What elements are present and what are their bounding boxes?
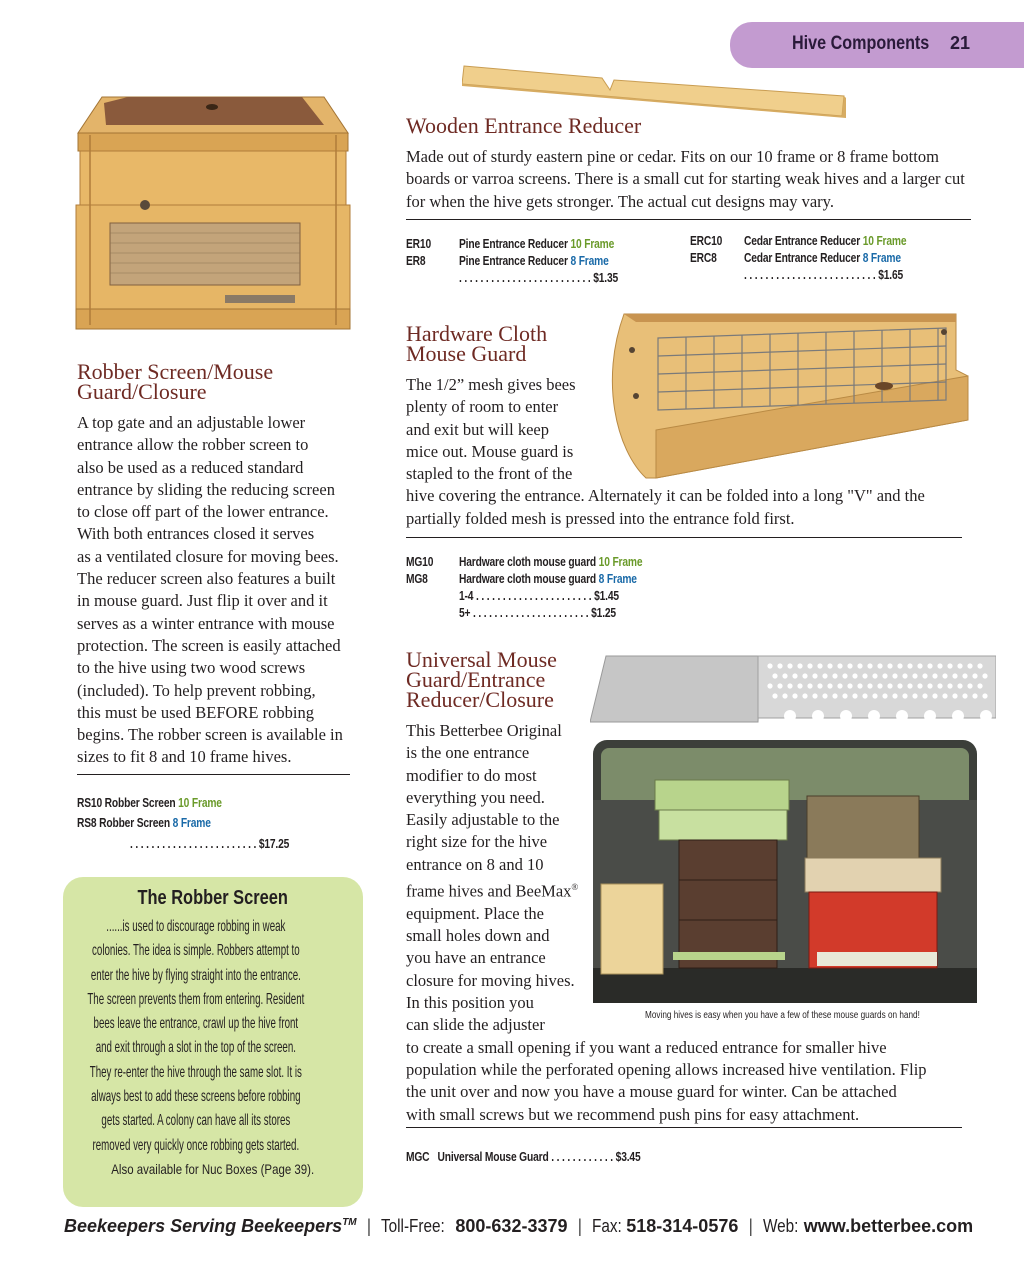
body-line: stapled to the front of the bbox=[406, 464, 573, 484]
frame-10-label: 10 Frame bbox=[862, 234, 907, 248]
qty: 5+ bbox=[459, 606, 471, 620]
callout-line: bees leave the entrance, crawl up the hive front bbox=[93, 1015, 299, 1033]
price: $1.25 bbox=[591, 606, 616, 620]
sku-cedar-8 bbox=[744, 250, 901, 267]
sku-name: Cedar Entrance Reducer bbox=[744, 251, 863, 265]
frame-10-label: 10 Frame bbox=[598, 555, 643, 569]
dots: . . . . . . . . . . . . bbox=[548, 1150, 616, 1164]
body-line: modifier to do most bbox=[406, 765, 537, 785]
sku-code-erc8: ERC8 bbox=[690, 251, 717, 265]
sku-code-er10: ER10 bbox=[406, 237, 431, 251]
section-title: Hive Components bbox=[792, 33, 930, 54]
frame-10-label: 10 Frame bbox=[178, 796, 222, 810]
body-line: hive covering the entrance. Alternately it can be folded into a long "V" and the bbox=[406, 486, 925, 506]
body-line: mice out. Mouse guard is bbox=[406, 441, 574, 461]
sku-name: Hardware cloth mouse guard bbox=[459, 572, 599, 586]
body-line: to create a small opening if you want a reduced entrance for smaller hive bbox=[406, 1037, 887, 1057]
fax-number: 518-314-0576 bbox=[626, 1216, 739, 1236]
hardware-cloth-title-1: Hardware Cloth bbox=[406, 321, 548, 346]
sku-code-mg8: MG8 bbox=[406, 572, 428, 586]
price-row-5plus bbox=[459, 605, 616, 622]
sku-name: RS8 Robber Screen bbox=[77, 816, 173, 830]
callout-line: always best to add these screens before robbing bbox=[91, 1088, 301, 1106]
frame-8-label: 8 Frame bbox=[570, 254, 609, 268]
body-line: Easily adjustable to the bbox=[406, 810, 560, 830]
callout-line: colonies. The idea is simple. Robbers attempt to bbox=[92, 942, 300, 960]
sku-code: MGC bbox=[406, 1150, 430, 1164]
universal-body bbox=[406, 720, 927, 1126]
body-line: plenty of room to enter bbox=[406, 397, 559, 417]
callout-line: enter the hive by flying straight into the entrance. bbox=[90, 966, 301, 984]
sku-cedar-10 bbox=[744, 233, 906, 250]
universal-title-1: Universal Mouse bbox=[406, 647, 557, 672]
separator: | bbox=[577, 1216, 583, 1236]
photo-caption: Moving hives is easy when you have a few of these mouse guards on hand! bbox=[645, 1010, 920, 1021]
registered-mark: ® bbox=[571, 882, 579, 893]
robber-screen-title-2: Guard/Closure bbox=[77, 379, 207, 404]
qty: 1-4 bbox=[459, 589, 474, 603]
body-line: to close off part of the lower entrance. bbox=[77, 502, 329, 522]
sku-name: Pine Entrance Reducer bbox=[459, 254, 571, 268]
body-line: small holes down and bbox=[406, 926, 550, 946]
universal-title-2: Guard/Entrance bbox=[406, 667, 546, 692]
hardware-cloth-body bbox=[406, 374, 925, 530]
dots: . . . . . . . . . . . . . . . . . . . . . . bbox=[470, 606, 592, 620]
trademark: TM bbox=[342, 1217, 357, 1228]
body-line: the unit over and now you have a mouse guard for winter. Can be attached bbox=[406, 1082, 897, 1102]
divider bbox=[406, 219, 971, 220]
sku-rs10 bbox=[77, 795, 222, 812]
rs-price: . . . . . . . . . . . . . . . . . . . . . . . . $17.25 bbox=[130, 837, 290, 851]
callout-title bbox=[63, 887, 363, 910]
callout-title-text: The Robber Screen bbox=[137, 887, 289, 909]
frame-8-label: 8 Frame bbox=[862, 251, 901, 265]
body-line: begins. The robber screen is available in bbox=[77, 725, 343, 745]
wooden-reducer-title: Wooden Entrance Reducer bbox=[406, 113, 642, 138]
sku-code-erc10: ERC10 bbox=[690, 234, 723, 248]
sku-mg8 bbox=[459, 571, 637, 588]
price: $1.45 bbox=[594, 589, 619, 603]
sku-name: Pine Entrance Reducer bbox=[459, 237, 571, 251]
body-line: with small screws but we recommend push pins for easy attachment. bbox=[406, 1104, 860, 1124]
body-line: With both entrances closed it serves bbox=[77, 524, 315, 544]
metal-guard-image bbox=[590, 652, 996, 724]
price-row-1-4 bbox=[459, 588, 619, 605]
body-line: (included). To help prevent robbing, bbox=[77, 680, 316, 700]
divider bbox=[406, 537, 962, 538]
price: $3.45 bbox=[615, 1150, 641, 1164]
callout-note-text: Also available for Nuc Boxes (Page 39). bbox=[111, 1161, 315, 1177]
body-line: you have an entrance bbox=[406, 948, 546, 968]
body-line: population while the perforated opening allows increased hive ventilation. Flip bbox=[406, 1059, 927, 1079]
callout-line: and exit through a slot in the top of the screen. bbox=[95, 1039, 296, 1057]
body-line: The reducer screen also features a built bbox=[77, 569, 336, 589]
body-line: can slide the adjuster bbox=[406, 1015, 545, 1035]
divider bbox=[406, 1127, 962, 1128]
body-line: In this position you bbox=[406, 993, 534, 1013]
body-line: as a ventilated closure for moving bees. bbox=[77, 546, 339, 566]
body-line: frame hives and BeeMax bbox=[406, 881, 572, 901]
body-line: is the one entrance bbox=[406, 743, 530, 763]
sku-name: RS10 Robber Screen bbox=[77, 796, 179, 810]
separator: | bbox=[748, 1216, 754, 1236]
frame-8-label: 8 Frame bbox=[598, 572, 637, 586]
wooden-reducer-image bbox=[462, 60, 846, 120]
robber-screen-title-1: Robber Screen/Mouse bbox=[77, 359, 274, 384]
frame-10-label: 10 Frame bbox=[570, 237, 615, 251]
hive-box-image bbox=[70, 95, 356, 331]
page-number: 21 bbox=[950, 33, 971, 53]
body-line: This Betterbee Original bbox=[406, 721, 562, 740]
body-line: entrance allow the robber screen to bbox=[77, 435, 309, 455]
sku-mgc bbox=[406, 1149, 640, 1166]
footer-tagline: Beekeepers Serving Beekeepers bbox=[64, 1216, 343, 1236]
callout-note bbox=[63, 1161, 363, 1177]
body-line: to the hive using two wood screws bbox=[77, 658, 306, 678]
universal-title-3: Reducer/Closure bbox=[406, 687, 554, 712]
sku-name: Hardware cloth mouse guard bbox=[459, 555, 599, 569]
body-line: in mouse guard. Just flip it over and it bbox=[77, 591, 328, 611]
body-line: The 1/2” mesh gives bees bbox=[406, 375, 576, 394]
body-line: entrance on 8 and 10 bbox=[406, 854, 544, 874]
web-label: Web: bbox=[763, 1216, 799, 1236]
callout-line: The screen prevents them from entering. Resident bbox=[87, 990, 305, 1008]
body-line: serves as a winter entrance with mouse bbox=[77, 613, 335, 633]
body-line: partially folded mesh is pressed into the entrance fold first. bbox=[406, 508, 795, 528]
sku-code-er8: ER8 bbox=[406, 254, 426, 268]
wooden-reducer-body: Made out of sturdy eastern pine or cedar. Fits on our 10 frame or 8 frame bottom boards or varroa screens. There is a small cut for starting weak hives and a larger cut for when the hive gets stronger. The actual cut designs may vary. bbox=[406, 147, 965, 211]
callout-line: gets started. A colony can have all its stores bbox=[101, 1112, 291, 1130]
body-line: A top gate and an adjustable lower bbox=[77, 413, 306, 432]
body-line: also be used as a reduced standard bbox=[77, 457, 304, 477]
callout-line: ......is used to discourage robbing in weak bbox=[106, 918, 286, 935]
callout-line: They re-enter the hive through the same slot. It is bbox=[89, 1063, 302, 1081]
body-line: protection. The screen is easily attached bbox=[77, 635, 341, 655]
hardware-cloth-title-2: Mouse Guard bbox=[406, 341, 527, 366]
divider bbox=[77, 774, 350, 775]
sku-code-mg10: MG10 bbox=[406, 555, 434, 569]
robber-screen-body bbox=[77, 412, 343, 769]
sku-pine-8 bbox=[459, 253, 609, 270]
separator: | bbox=[366, 1216, 372, 1236]
footer bbox=[64, 1216, 973, 1237]
dots: . . . . . . . . . . . . . . . . . . . . . . bbox=[473, 589, 595, 603]
pine-price: . . . . . . . . . . . . . . . . . . . . . . . . . $1.35 bbox=[459, 271, 619, 285]
sku-name: Universal Mouse Guard bbox=[437, 1150, 549, 1164]
callout-line: removed very quickly once robbing gets started. bbox=[92, 1136, 300, 1154]
body-line: equipment. Place the bbox=[406, 903, 544, 923]
tollfree-number[interactable]: 800-632-3379 bbox=[455, 1216, 568, 1236]
body-line: sizes to fit 8 and 10 frame hives. bbox=[77, 747, 292, 767]
cedar-price: . . . . . . . . . . . . . . . . . . . . . . . . . $1.65 bbox=[744, 268, 904, 282]
frame-8-label: 8 Frame bbox=[172, 816, 211, 830]
sku-rs8 bbox=[77, 815, 211, 832]
sku-pine-10 bbox=[459, 236, 614, 253]
sku-name: Cedar Entrance Reducer bbox=[744, 234, 863, 248]
body-line: and exit but will keep bbox=[406, 419, 549, 439]
sku-mg10 bbox=[459, 554, 642, 571]
website-link[interactable]: www.betterbee.com bbox=[803, 1216, 974, 1236]
body-line: closure for moving hives. bbox=[406, 970, 575, 990]
body-line: entrance by sliding the reducing screen bbox=[77, 479, 335, 499]
tollfree-label: Toll-Free: bbox=[381, 1216, 446, 1236]
callout-body bbox=[52, 915, 374, 1158]
body-line: everything you need. bbox=[406, 787, 545, 807]
body-line: this must be used BEFORE robbing bbox=[77, 702, 314, 722]
body-line: right size for the hive bbox=[406, 832, 548, 852]
fax-label: Fax: bbox=[592, 1216, 622, 1236]
